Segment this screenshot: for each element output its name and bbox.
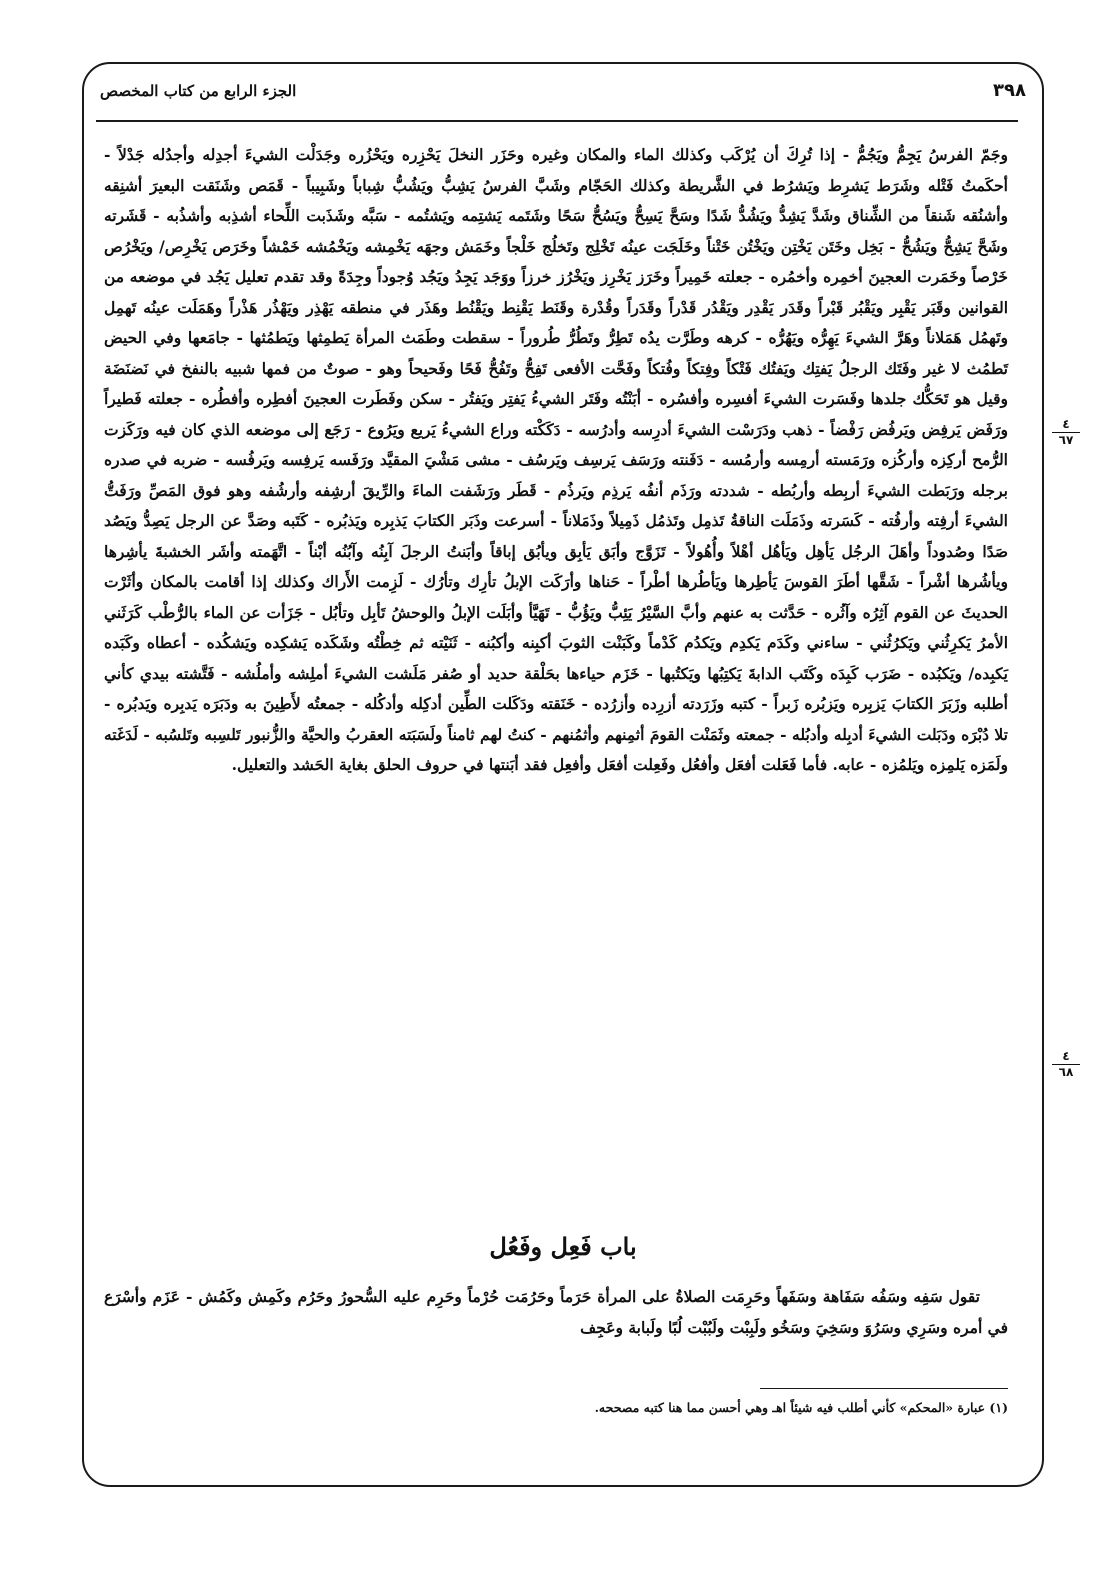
- margin-ref-page: ٦٨: [1058, 1065, 1074, 1079]
- margin-page-ref: [1052, 1050, 1080, 1079]
- main-body-text: وجَمّ الفرسُ يَجِمُّ ويَجُمُّ - إذا تُرِكَ أن يُرْكَب وكذلك الماء والمكان وغيره وحَزَر النخلَ يَحْزِره ويَحْزُره وجَدَلْت الشيءَ أجدِله وأجدُله جَدْلاً - أحكَمتُ فَتْله وشَرَط يَشرِط ويَشرُط في الشَّريطة وكذلك الحَجّام وشَبَّ الفرسُ يَشِبُّ ويَشُبُّ شِباباً وشَبِيباً - قَمَص وشَنَقت البعيرَ أشنِقه وأشنُقه شَنقاً من الشِّناق وشَدَّ يَشِدُّ ويَشُدُّ شَدًا وسَحَّ يَسِحُّ ويَسُحُّ سَحًا وشَتَمه يَشتِمه ويَشتُمه - سَبَّه وشَذَبت اللِّحاء أشذِبه وأشذُبه - قَشَرته وشَحَّ يَشِحُّ ويَشُحُّ - بَخِل وخَتَن يَخْتِن ويَخْتُن خَتْناً وخَلَجَت عينُه تَخْلِج وتَخلُج خَلْجاً وخَمَش وجهَه يَخْمِشه ويَخْمُشه خَمْشاً وخَرَص يَخْرِص/ ويَخْرُص خَرْصاً وخَمَرت العجينَ أخمِره وأخمُره - جعلته خَمِيراً وخَرَز يَخْرِز ويَخْرُز خرزاً ووَجَد يَجِدُ ويَجُد وُجوداً وجِدَةً وقد تقدم تعليل يَجُد في موضعه من القوانين وقَبَر يَقْبِر ويَقْبُر قَبْراً وقَدَر يَقْدِر ويَقْدُر قَدْراً وقَدَراً وقُدْرة وقَنَط يَقْنِط ويَقْنُط وهَذَر في منطقه يَهْذِر ويَهْذُر هَذْراً وهَمَلَت عينُه تَهمِل وتَهمُل هَمَلاناً وهَرَّ الشيءَ يَهِرُّه ويَهُرُّه - كرهه وطَرَّت يدُه تَطِرُّ وتَطُرُّ طُروراً - سقطت وطَمَث المرأة يَطمِثها ويَطمُثها - جامَعها وفي الحيض تَطمُث لا غير وفَتَك الرجلُ يَفتِك ويَفتُك فَتْكاً وفِتكاً وفُتكاً وفَحَّت الأفعى تَفِحُّ وتَفُحُّ فَحًا وفَحيحاً وهو - صوتٌ من فمها شبيه بالنفخ في نَضنَضَة وقيل هو تَحَكُّك جلدها وفَسَرت الشيءَ أفسِره وأفسُره - أبَنْتُه وفَتَر الشيءُ يَفتِر ويَفتُر - سكن وفَطَرت العجينَ أفطِره وأفطُره - جعلته فَطيراً ورَفَض يَرفِض ويَرفُض رَفْضاً - ذهب ودَرَسْت الشيءَ أدرِسه وأدرُسه - دَكَكْته وراع الشيءُ يَريع ويَرُوع - رَجَع إلى موضعه الذي كان فيه ورَكَزت الرُّمح أركِزه وأركُزه ورَمَسته أرمِسه وأرمُسه - دَفَنته ورَسَف يَرسِف ويَرسُف - مشى مَشْيَ المقيَّد ورَفَسه يَرفِسه ويَرفُسه - ضربه في صدره برجله ورَبَطت الشيءَ أربِطه وأربُطه - شددته ورَذَم أنفُه يَرذِم ويَرذُم - قَطَر ورَشَفت الماءَ والرِّيقَ أرشِفه وأرشُفه وهو فوق المَصِّ ورَفَتُّ الشيءَ أرفِته وأرفُته - كَسَرته وذَمَلَت الناقةُ تَذمِل وتَذمُل ذَمِيلاً وذَمَلاناً - أسرعت وذَبَر الكتابَ يَذبِره ويَذبُره - كَتَبه وصَدَّ عن الرجل يَصِدُّ ويَصُد صَدًا وصُدوداً وأهَلَ الرجُل يَأهِل ويَأهُل أهْلاً وأُهُولاً - تَزَوَّج وأبَق يَأبِق ويأبُق إباقاً وأبَنتُ الرجلَ آبِنُه وآبُنُه أبْناً - اتَّهَمته وأشَر الخشبةَ يأشِرها ويأشُرها أشْراً - شَقَّها أطَرَ القوسَ يَأطِرها ويَأطُرها أطْراً - حَناها وأرَكَت الإبلُ تأرِك وتأرُك - لَزِمت الأَراك وكذلك إذا أقامت بالمكان وأثَرْت الحديثَ عن القوم آثِرُه وآثُره - حَدَّثت به عنهم وأبَّ السَّيْرُ يَئِبُّ ويَؤُبُّ - تَهَيَّأ وأبَلَت الإبلُ والوحشُ تَأبِل وتأبُل - جَزَأت عن الماء بالرُّطْب كَرَثَني الأمرُ يَكرِثُني ويَكرُثُني - ساءني وكَدَم يَكدِم ويَكدُم كَدْماً وكَبَنْت الثوبَ أكبِنه وأكبُنه - ثَنَيْته ثم خِطْتُه وشَكَده يَشكِده ويَشكُده - أعطاه وكَبَده يَكبِده/ ويَكبُده - ضَرَب كَبِدَه وكَتَب الدابةَ يَكتِبُها ويَكتُبها - خَزَم حياءها بحَلْقة حديد أو صُفر مَلَشت الشيءَ أملِشه وأملُشه - فَتَّشته بيدي كأني أطلبه وزَبَرَ الكتابَ يَزبِره ويَزبُره زَبراً - كتبه وزَرَدته أزرِده وأزرُده - خَنَقته ودَكَلت الطِّين أدكِله وأدكُله - جمعتُه لأَطِينَ به ودَبَرَه يَدبِره ويَدبُره - تلا دُبْرَه ودَبَلت الشيءَ أدبِله وأدبُله - جمعته وثَمَنْت القومَ أثمِنهم وأثمُنهم - كنتُ لهم ثامناً ولَسَبَته العقربُ والحيَّة والزُّنبور تَلسِبه وتَلسُبه - لَدَغَته ولَمَزه يَلمِزه ويَلمُزه - عابه. فأما فَعَلت أفعَل وأفعُل وفَعِلت أفعَل وأفعِل فقد أبَنتها في حروف الحلق بغاية الحَشد والتعليل.: [104, 145, 1008, 774]
- margin-ref-volume: ٤: [1052, 418, 1080, 433]
- footnote: (١) عبارة «المحكم» كأني أطلب فيه شيئاً اهـ وهي أحسن مما هنا كتبه مصححه.: [594, 1400, 1008, 1415]
- section-heading: باب فَعِل وفَعُل: [489, 1232, 637, 1261]
- margin-ref-page: ٦٧: [1058, 433, 1074, 447]
- section-body-text: تقول سَفِه وسَفُه سَفَاهة وسَفَهاً وحَرِمَت الصلاةُ على المرأة حَرَماً وحَرُمَت حُرْماً وحَرِم عليه السُّحورُ وحَرُم وكَمِش وكَمُش - عَزَم وأسْرَع في أمره وسَرِي وسَرُوَ وسَخِيَ وسَخُو ولَبِبْت ولَبُبْت لُبًا ولَبابة وعَجِف: [104, 1287, 1008, 1337]
- page-number: ٣٩٨: [993, 80, 1026, 101]
- running-title: الجزء الرابع من كتاب المخصص: [100, 82, 297, 100]
- margin-page-ref: [1052, 418, 1080, 447]
- margin-ref-volume: ٤: [1052, 1050, 1080, 1065]
- page-header: [96, 80, 1030, 110]
- header-divider: [96, 120, 1018, 122]
- footnote-divider: [760, 1388, 1008, 1389]
